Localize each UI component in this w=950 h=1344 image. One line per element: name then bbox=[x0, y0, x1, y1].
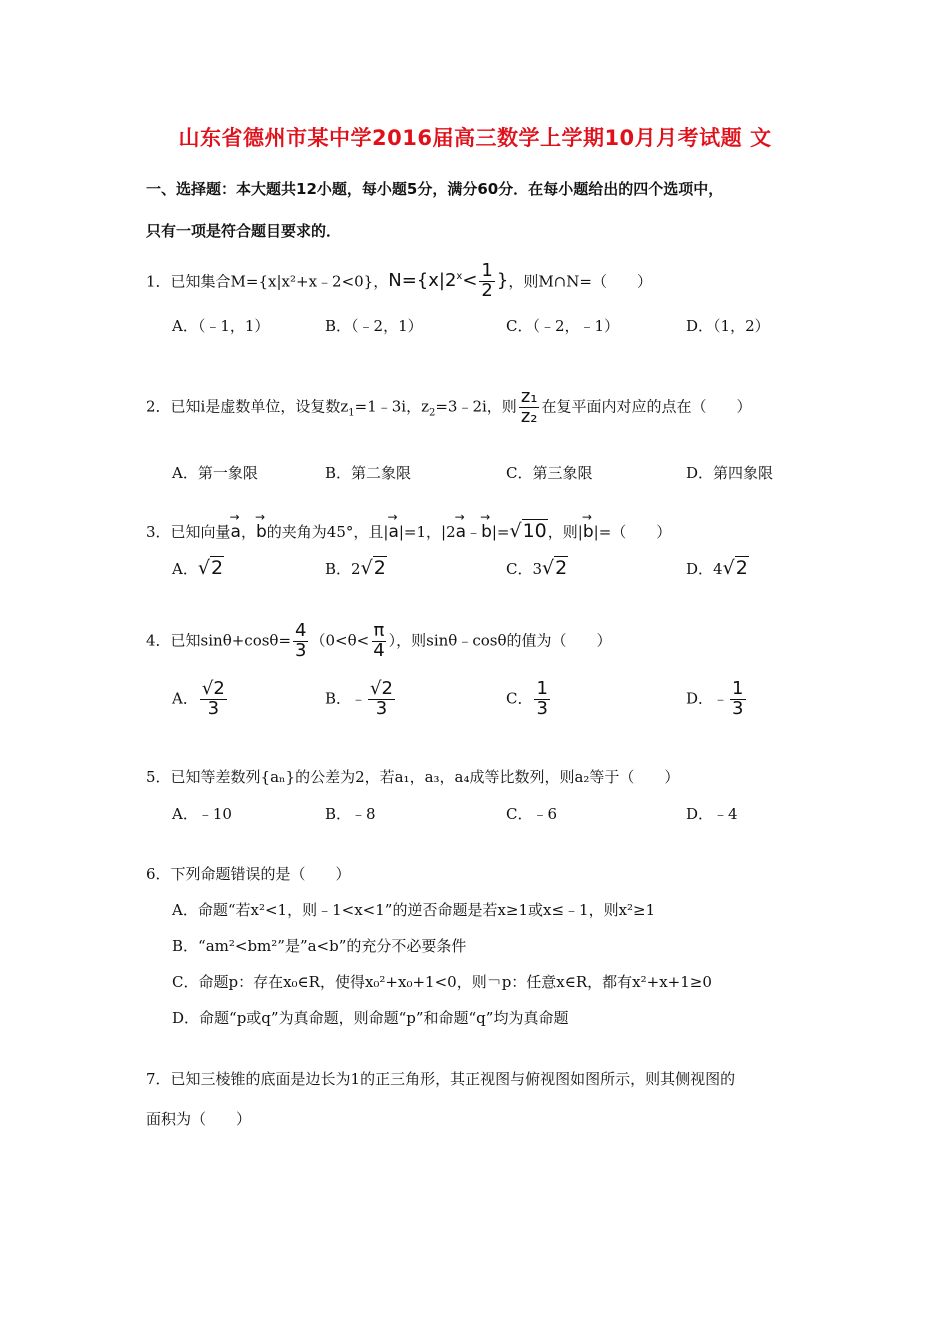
question-2 bbox=[146, 388, 752, 427]
q3-option-b bbox=[325, 557, 387, 579]
q2-stem-d: 在复平面内对应的点在（ ） bbox=[541, 397, 752, 416]
q4-fraction-4-3 bbox=[293, 622, 308, 661]
q2-option-a: A．第一象限 bbox=[172, 464, 258, 482]
q1-brace: } bbox=[496, 270, 509, 292]
q6-option-d: D．命题“p或q”为真命题，则命题“p”和命题“q”均为真命题 bbox=[172, 1009, 569, 1027]
q3-sqrt-radicand: 10 bbox=[522, 520, 547, 542]
q3-option-c-rad: 2 bbox=[555, 557, 568, 579]
q4-option-c-frac bbox=[534, 680, 549, 719]
q3-option-c-sqrt: √2 bbox=[542, 557, 568, 579]
q3-option-d-coef: 4 bbox=[713, 560, 723, 578]
q3-option-a-label: A． bbox=[172, 560, 198, 578]
q4-option-c bbox=[506, 680, 552, 719]
q4-option-c-label: C． bbox=[506, 689, 533, 708]
q1-less-than: < bbox=[462, 270, 478, 292]
question-1 bbox=[146, 262, 652, 301]
q1-frac-num: 1 bbox=[481, 260, 493, 281]
page-title: 山东省德州市某中学2016届高三数学上学期10月月考试题 文 bbox=[178, 126, 772, 150]
q3-option-b-coef: 2 bbox=[351, 560, 361, 578]
q5-option-d: D．﹣4 bbox=[686, 805, 738, 823]
q4-option-a bbox=[172, 680, 229, 719]
q3-stem-e: ，则| bbox=[547, 523, 583, 541]
q4-option-d bbox=[686, 680, 748, 719]
q4-frac1-den: 3 bbox=[295, 639, 307, 661]
q5-option-a: A．﹣10 bbox=[172, 805, 232, 823]
q2-option-c: C．第三象限 bbox=[506, 464, 593, 482]
q4-option-a-num: √2 bbox=[201, 678, 225, 699]
question-6: 6．下列命题错误的是（ ） bbox=[146, 865, 351, 883]
q4-option-c-num: 1 bbox=[536, 678, 548, 699]
q4-option-a-label: A． bbox=[172, 689, 198, 708]
q3-option-b-label: B． bbox=[325, 560, 352, 578]
q3-option-c-coef: 3 bbox=[532, 560, 543, 578]
q4-option-b-sign: ﹣ bbox=[351, 689, 367, 708]
q1-stem-a: 1．已知集合M={x|x²+x﹣2<0}， bbox=[146, 272, 389, 291]
q1-set-n bbox=[388, 260, 509, 301]
q4-option-b-frac bbox=[368, 680, 395, 719]
q1-option-b: B．（﹣2，1） bbox=[325, 317, 423, 335]
q3-option-a-sqrt: √2 bbox=[197, 557, 224, 579]
q3-comma: ， bbox=[240, 523, 256, 541]
q3-option-d bbox=[686, 557, 749, 579]
q4-option-b-label: B． bbox=[325, 689, 352, 708]
q3-minus: ﹣ bbox=[466, 523, 482, 541]
q3-stem-f: |=（ ） bbox=[593, 523, 672, 541]
q3-option-b-sqrt: √2 bbox=[360, 557, 386, 579]
q3-stem-a: 3．已知向量 bbox=[146, 523, 231, 541]
q3-vector-b-diff: → b bbox=[481, 522, 492, 542]
q3-stem-c: |=1，|2 bbox=[398, 523, 456, 541]
q3-option-c bbox=[506, 557, 568, 579]
q4-option-b bbox=[325, 680, 397, 719]
question-7-line1: 7．已知三棱锥的底面是边长为1的正三角形，其正视图与俯视图如图所示，则其侧视图的 bbox=[146, 1070, 736, 1088]
q1-option-c: C．（﹣2，﹣1） bbox=[506, 317, 620, 335]
q3-option-a bbox=[172, 557, 224, 579]
q2-stem-a: 2．已知i是虚数单位，设复数z bbox=[146, 397, 349, 416]
q4-option-d-den: 3 bbox=[732, 697, 744, 719]
q2-option-b: B．第二象限 bbox=[325, 464, 412, 482]
q6-option-b: B．“am²<bm²”是”a<b”的充分不必要条件 bbox=[172, 937, 467, 955]
section-instructions-line2: 只有一项是符合题目要求的． bbox=[146, 222, 342, 240]
q1-fraction bbox=[479, 262, 494, 301]
q4-stem-a: 4．已知sinθ+cosθ= bbox=[146, 631, 292, 650]
q4-option-b-num: √2 bbox=[370, 678, 393, 699]
q5-option-c: C．﹣6 bbox=[506, 805, 558, 823]
q3-vector-b: → b bbox=[256, 522, 267, 542]
q4-option-a-frac bbox=[200, 680, 227, 719]
q3-option-d-rad: 2 bbox=[735, 557, 748, 579]
q1-exponent: x bbox=[456, 271, 463, 283]
q3-vector-a-2a: → a bbox=[456, 522, 466, 542]
q4-fraction-pi-4 bbox=[371, 622, 386, 661]
q4-option-c-den: 3 bbox=[536, 697, 548, 719]
q2-stem-c: =3﹣2i，则 bbox=[435, 397, 517, 416]
section-instructions-line1: 一、选择题：本大题共12小题，每小题5分，满分60分．在每小题给出的四个选项中， bbox=[146, 180, 724, 198]
q2-option-d: D．第四象限 bbox=[686, 464, 774, 482]
q3-option-a-rad: 2 bbox=[210, 557, 224, 579]
q3-option-b-rad: 2 bbox=[373, 557, 386, 579]
q6-option-c: C．命题p：存在x₀∈R，使得x₀²+x₀+1<0，则￢p：任意x∈R，都有x²+x+1≥0 bbox=[172, 973, 712, 991]
q4-option-d-sign: ﹣ bbox=[713, 689, 729, 708]
q1-frac-den: 2 bbox=[481, 279, 493, 301]
q1-option-d: D．（1，2） bbox=[686, 317, 770, 335]
q4-option-d-frac bbox=[730, 680, 745, 719]
q1-option-a: A．（﹣1，1） bbox=[172, 317, 270, 335]
q2-sub-1: 1 bbox=[348, 407, 355, 419]
q3-vector-b-norm: → b bbox=[583, 522, 594, 542]
q3-option-c-label: C． bbox=[506, 560, 533, 578]
q4-stem-c: ），则sinθ﹣cosθ的值为（ ） bbox=[388, 631, 612, 650]
q3-stem-d: |= bbox=[491, 523, 510, 541]
q4-stem-b: （0<θ< bbox=[310, 631, 370, 650]
q3-option-d-label: D． bbox=[686, 560, 714, 578]
q2-frac-num: z₁ bbox=[520, 386, 538, 407]
q3-vector-a: → a bbox=[231, 522, 241, 542]
q4-option-a-den: 3 bbox=[207, 697, 220, 719]
q4-frac2-den: 4 bbox=[373, 639, 385, 661]
question-4 bbox=[146, 622, 612, 661]
q1-set-n-prefix: N={x|2 bbox=[388, 270, 457, 292]
question-3 bbox=[146, 520, 671, 542]
q4-option-d-num: 1 bbox=[732, 678, 744, 699]
q2-frac-den: z₂ bbox=[520, 405, 538, 427]
q3-vector-a-norm: → a bbox=[388, 522, 398, 542]
q4-frac2-num: π bbox=[373, 620, 385, 641]
q2-sub-2: 2 bbox=[428, 407, 436, 419]
q1-stem-b: ，则M∩N=（ ） bbox=[508, 272, 652, 291]
q4-option-d-label: D． bbox=[686, 689, 714, 708]
question-7-line2: 面积为（ ） bbox=[146, 1110, 252, 1128]
q3-stem-b: 的夹角为45°，且| bbox=[266, 523, 389, 541]
q4-frac1-num: 4 bbox=[295, 620, 307, 641]
q4-option-b-den: 3 bbox=[375, 697, 388, 719]
q2-stem-b: =1﹣3i，z bbox=[354, 397, 429, 416]
q5-option-b: B．﹣8 bbox=[325, 805, 376, 823]
q3-option-d-sqrt: √2 bbox=[722, 557, 748, 579]
q3-sqrt-10: √10 bbox=[509, 520, 547, 542]
q2-fraction bbox=[519, 388, 540, 427]
question-5: 5．已知等差数列{aₙ}的公差为2，若a₁，a₃，a₄成等比数列，则a₂等于（ ） bbox=[146, 768, 680, 786]
q6-option-a: A．命题“若x²<1，则﹣1<x<1”的逆否命题是若x≥1或x≤﹣1，则x²≥1 bbox=[172, 901, 656, 919]
